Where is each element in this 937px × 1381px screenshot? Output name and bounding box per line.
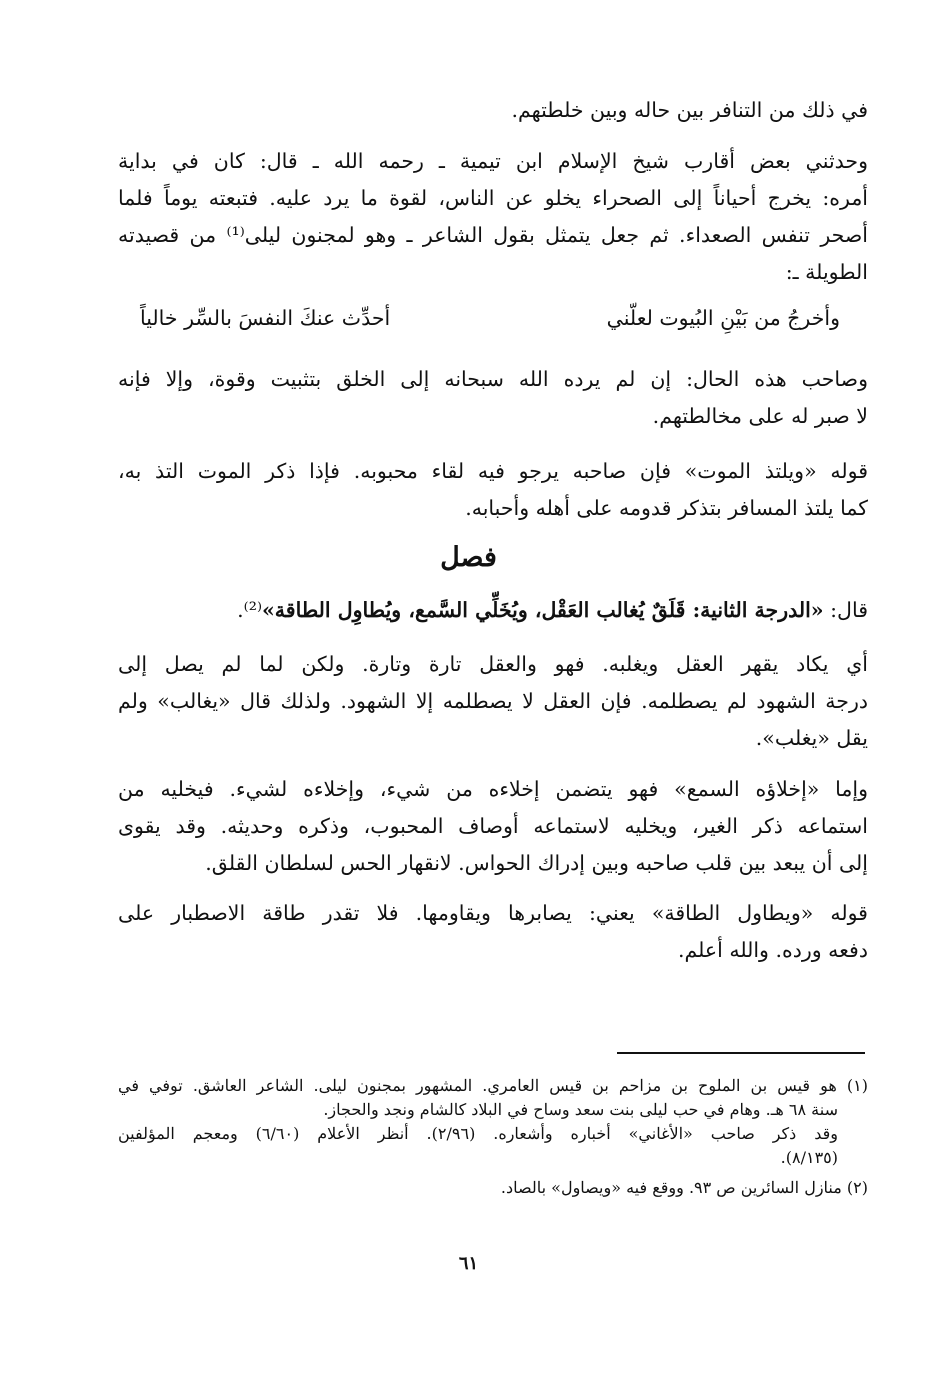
poem-second-hemistich: أحدِّث عنكَ النفسَ بالسِّر خالياً — [140, 306, 391, 330]
footnote-line: (٨/١٣٥). — [780, 1148, 838, 1167]
footnote-1 — [118, 1074, 868, 1170]
text-line: لا صبر له على مخالطتهم. — [652, 404, 868, 428]
text-line: الطويلة ـ: — [785, 260, 868, 284]
text-line: أمره: يخرج أحياناً إلى الصحراء يخلو عن الناس، لقوة ما يرد عليه. فتبعته يوماً فلما — [118, 186, 868, 210]
text-line: يقل «يغلب». — [755, 726, 868, 750]
footnote-separator — [617, 1052, 865, 1054]
footnote-2 — [118, 1176, 868, 1200]
text-line: إلى أن يبعد بين قلب صاحبه وبين إدراك الحواس. لانقهار الحس لسلطان القلق. — [205, 851, 868, 875]
footnote-line: سنة ٦٨ هـ. وهام في حب ليلى بنت سعد وساح في البلاد كالشام ونجد والحجاز. — [323, 1100, 838, 1119]
poem-first-hemistich: وأخرجُ من بَيْنِ البُيوت لعلّني — [606, 306, 840, 330]
footnote-line: وقد ذكر صاحب «الأغاني» أخباره وأشعاره. (٢/٩٦). أنظر الأعلام (٦/٦٠) ومعجم المؤلفين — [118, 1124, 839, 1143]
quoted-text: «الدرجة الثانية: قَلَقٌ يُغالب العَقْل، ويُخَلِّي السَّمع، ويُطاوِل الطاقة» — [261, 598, 824, 622]
footnote-line: (١) هو قيس بن الملوح بن مزاحم بن قيس العامري. المشهور بمجنون ليلى. الشاعر العاشق. توفي في — [118, 1076, 868, 1095]
text-line: وصاحب هذه الحال: إن لم يرده الله سبحانه إلى الخلق بتثبيت وقوة، وإلا فإنه — [118, 367, 868, 391]
text-line: دفعه ورده. والله أعلم. — [677, 938, 868, 962]
paragraph-8 — [118, 895, 868, 969]
quote-prefix: قال: — [823, 598, 868, 622]
text-line: درجة الشهود لم يصطلمه. فإن العقل لا يصطلمه إلا الشهود. ولذلك قال «يغالب» ولم — [118, 689, 868, 713]
paragraph-6 — [118, 646, 868, 757]
text-line — [118, 592, 868, 629]
text-line: وحدثني بعض أقارب شيخ الإسلام ابن تيمية ـ رحمه الله ـ قال: كان في بداية — [118, 149, 868, 173]
paragraph-3 — [118, 361, 868, 435]
text-line: استماعه ذكر الغير، ويخليه لاستماعه أوصاف المحبوب، وذكره وحديثه. وقد يقوى — [118, 814, 868, 838]
text-line: قوله «ويلتذ الموت» فإن صاحبه يرجو فيه لقاء محبوبه. فإذا ذكر الموت التذ به، — [118, 459, 868, 483]
page-number: ٦١ — [458, 1253, 479, 1274]
text-line: كما يلتذ المسافر بتذكر قدومه على أهله وأحبابه. — [465, 496, 868, 520]
footnote-line: (٢) منازل السائرين ص ٩٣. ووقع فيه «ويصاول» بالصاد. — [500, 1178, 868, 1197]
paragraph-4 — [118, 453, 868, 527]
paragraph-2 — [118, 143, 868, 291]
text-line: أي يكاد يقهر العقل ويغلبه. فهو والعقل تارة وتارة. ولكن لما لم يصل إلى — [118, 652, 868, 676]
text-line: في ذلك من التنافر بين حاله وبين خلطتهم. — [511, 98, 868, 122]
paragraph-7 — [118, 771, 868, 882]
poem-verse — [140, 306, 840, 330]
section-heading: فصل — [440, 542, 497, 573]
footnote-ref: ⁽²⁾. — [237, 598, 262, 622]
text-line: أصحر تنفس الصعداء. ثم جعل يتمثل بقول الشاعر ـ وهو لمجنون ليلى⁽¹⁾ من قصيدته — [118, 223, 868, 247]
text-line: قوله «ويطاول الطاقة» يعني: يصابرها ويقاومها. فلا تقدر طاقة الاصطبار على — [118, 901, 868, 925]
text-line: وإما «إخلاؤه السمع» فهو يتضمن إخلاءه من شيء، وإخلاءه لشيء. فيخليه من — [118, 777, 868, 801]
paragraph-1 — [118, 92, 868, 129]
paragraph-5 — [118, 592, 868, 629]
footnotes — [118, 1074, 868, 1200]
